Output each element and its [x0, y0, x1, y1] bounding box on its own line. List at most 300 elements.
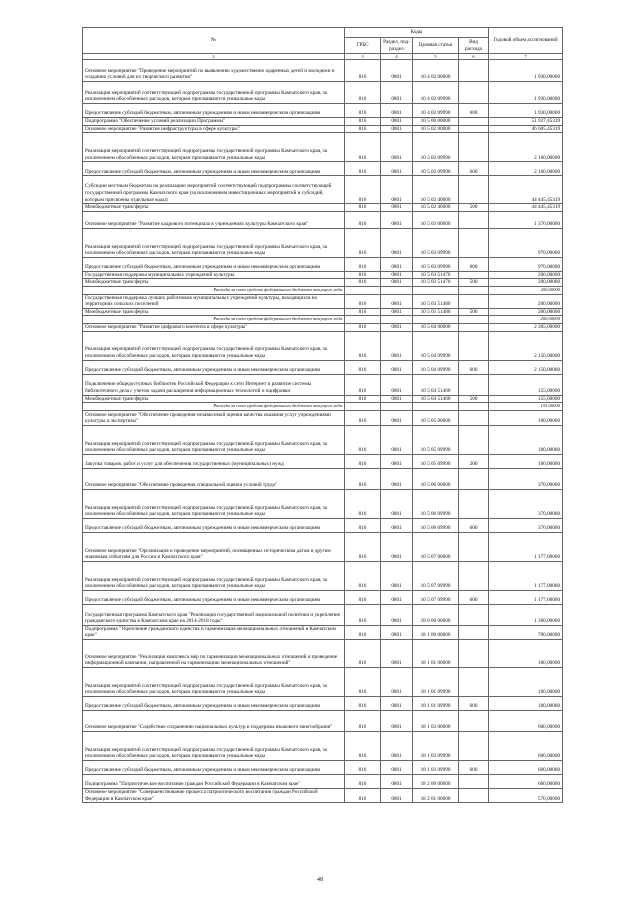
row-grbs: 816 [345, 639, 381, 667]
row-name: Реализация мероприятий соответствующей подпрограммы государственной программы Камчатского края, за исключением обособленных расходов, которым присваиваются уникальные коды [83, 331, 345, 360]
table-row-note [83, 403, 563, 411]
row-expense-type: 600 [459, 257, 489, 271]
row-section: 0801 [381, 639, 413, 667]
row-name: Предоставление субсидий бюджетным, автономным учреждениям и иным некоммерческим организациям [83, 760, 345, 774]
row-target-article: 10 5 07 09990 [413, 590, 459, 604]
table-row [83, 82, 563, 104]
row-target-article: 10 5 07 00000 [413, 532, 459, 561]
table-row [83, 425, 563, 454]
table-row [83, 639, 563, 667]
row-name: Субсидии местным бюджетам на реализацию мероприятий соответствующей подпрограммы соответствующей государственной программы Камчатского края (за исключением инвестиционных мероприятий и субсидий, которым присвоены отдельные коды) [83, 176, 345, 204]
row-expense-type [459, 133, 489, 162]
row-section: 0801 [381, 176, 413, 204]
header-target-article: Целевая статья [413, 38, 459, 54]
row-name: Предоставление субсидий бюджетным, автономным учреждениям и иным некоммерческим организациям [83, 590, 345, 604]
row-grbs: 816 [345, 710, 381, 731]
row-target-article [413, 403, 459, 411]
row-name: Основное мероприятие "Развитие кадрового потенциала в учреждениях культуры Камчатского края" [83, 211, 345, 228]
table-row [83, 279, 563, 287]
table-row [83, 204, 563, 212]
table-row [83, 760, 563, 774]
row-section: 0801 [381, 271, 413, 279]
row-grbs: 816 [345, 532, 381, 561]
row-name: Реализация мероприятий соответствующей подпрограммы государственной программы Камчатского края, за исключением обособленных расходов, которым присваиваются уникальные коды [83, 133, 345, 162]
row-section [381, 403, 413, 411]
row-expense-type [459, 425, 489, 454]
table-row [83, 667, 563, 696]
row-amount: 2 150,00000 [489, 360, 563, 374]
row-amount: 370,00000 [489, 518, 563, 532]
row-target-article: 10 5 06 09990 [413, 489, 459, 518]
row-name: Межбюджетные трансферты [83, 395, 345, 403]
row-target-article: 10 5 02 00000 [413, 125, 459, 133]
row-amount: 155,00000 [489, 374, 563, 395]
table-row [83, 731, 563, 760]
row-target-article: 10 5 04 51460 [413, 374, 459, 395]
row-expense-type [459, 125, 489, 133]
row-grbs: 816 [345, 625, 381, 639]
header-column-number-3: 3 [345, 54, 381, 60]
row-target-article: 10 4 02 09990 [413, 82, 459, 104]
row-name: Подпрограмма "Обеспечение условий реализации Программы" [83, 118, 345, 126]
row-expense-type [459, 410, 489, 425]
table-row [83, 125, 563, 133]
row-section: 0801 [381, 625, 413, 639]
row-target-article: 10 5 03 51470 [413, 279, 459, 287]
header-section: Раздел, под-раздел [381, 38, 413, 54]
row-name: Реализация мероприятий соответствующей подпрограммы государственной программы Камчатского края, за исключением обособленных расходов, которым присваиваются уникальные коды [83, 489, 345, 518]
row-expense-type: 200 [459, 454, 489, 468]
row-amount: 155,00000 [489, 395, 563, 403]
table-row [83, 532, 563, 561]
table-row [83, 454, 563, 468]
row-amount: 200,00000 [489, 316, 563, 324]
row-expense-type [459, 731, 489, 760]
row-expense-type [459, 374, 489, 395]
row-expense-type [459, 532, 489, 561]
row-expense-type: 500 [459, 204, 489, 212]
row-amount: 660,00000 [489, 774, 563, 788]
row-target-article: 18 1 00 00000 [413, 625, 459, 639]
row-amount: 100,00000 [489, 425, 563, 454]
row-grbs [345, 286, 381, 294]
row-expense-type: 600 [459, 360, 489, 374]
row-target-article: 10 4 02 00000 [413, 60, 459, 82]
table-row [83, 331, 563, 360]
row-section: 0801 [381, 204, 413, 212]
table-row-note [83, 316, 563, 324]
row-section: 0801 [381, 731, 413, 760]
row-expense-type [459, 468, 489, 489]
row-section: 0801 [381, 604, 413, 625]
row-name: Расходы за счет средств федерального бюджета текущего года [83, 286, 345, 294]
row-expense-type [459, 331, 489, 360]
row-section: 0801 [381, 82, 413, 104]
row-target-article: 10 5 03 09990 [413, 257, 459, 271]
row-amount: 600,00000 [489, 731, 563, 760]
row-expense-type [459, 294, 489, 308]
page-number: 48 [317, 877, 323, 883]
row-grbs: 816 [345, 271, 381, 279]
row-section: 0801 [381, 696, 413, 710]
row-name: Межбюджетные трансферты [83, 279, 345, 287]
row-amount: 200,00000 [489, 279, 563, 287]
row-section: 0801 [381, 760, 413, 774]
row-grbs: 816 [345, 257, 381, 271]
row-grbs: 816 [345, 425, 381, 454]
row-name: Основное мероприятие "Совершенствование процесса патриотического воспитания граждан Российской Федерации в Камчатском крае" [83, 788, 345, 802]
row-amount: 100,00000 [489, 454, 563, 468]
row-name: Подключение общедоступных библиотек Российской Федерации к сети Интернет и развитие системы библиотечного дела с учетом задачи расширения информационных технологий и оцифровки [83, 374, 345, 395]
row-amount: 1 930,00000 [489, 82, 563, 104]
budget-table [82, 27, 563, 803]
row-expense-type: 600 [459, 696, 489, 710]
row-name: Основное мероприятие "Обеспечение проведения специальной оценки условий труда" [83, 468, 345, 489]
row-grbs: 816 [345, 228, 381, 257]
row-grbs [345, 316, 381, 324]
row-grbs: 816 [345, 374, 381, 395]
header-column-number-6: 6 [459, 54, 489, 60]
row-name: Предоставление субсидий бюджетным, автономным учреждениям и иным некоммерческим организациям [83, 162, 345, 176]
table-row [83, 294, 563, 308]
row-grbs: 816 [345, 731, 381, 760]
row-name: Основное мероприятие "Организация и проведение мероприятий, посвященных историческим датам и другим значимым событиям для России и Камчатского края" [83, 532, 345, 561]
row-section: 0801 [381, 710, 413, 731]
header-column-number-2: 2 [83, 54, 345, 60]
row-grbs: 816 [345, 410, 381, 425]
row-expense-type: 500 [459, 395, 489, 403]
row-name: Закупка товаров, работ и услуг для обеспечения государственных (муниципальных) нужд [83, 454, 345, 468]
row-section: 0801 [381, 410, 413, 425]
row-target-article: 10 5 07 09990 [413, 561, 459, 590]
row-expense-type [459, 316, 489, 324]
row-expense-type [459, 228, 489, 257]
row-section: 0801 [381, 518, 413, 532]
row-target-article: 10 5 05 09990 [413, 454, 459, 468]
row-amount: 970,00000 [489, 257, 563, 271]
table-row [83, 271, 563, 279]
header-grbs: ГРБС [345, 38, 381, 54]
row-name: Реализация мероприятий соответствующей подпрограммы государственной программы Камчатского края, за исключением обособленных расходов, которым присваиваются уникальные коды [83, 425, 345, 454]
row-expense-type [459, 403, 489, 411]
row-section: 0801 [381, 125, 413, 133]
row-expense-type [459, 176, 489, 204]
row-amount: 46 605,45319 [489, 125, 563, 133]
row-expense-type [459, 604, 489, 625]
row-section: 0801 [381, 104, 413, 118]
row-expense-type [459, 561, 489, 590]
row-section: 0801 [381, 279, 413, 287]
row-target-article: 18 1 01 09990 [413, 667, 459, 696]
header-annual-amount: Годовой объем ассигнований [489, 28, 563, 54]
row-name: Предоставление субсидий бюджетным, автономным учреждениям и иным некоммерческим организациям [83, 518, 345, 532]
row-expense-type [459, 639, 489, 667]
row-section: 0801 [381, 294, 413, 308]
row-amount: 1 930,00000 [489, 60, 563, 82]
row-section: 0801 [381, 774, 413, 788]
table-row [83, 374, 563, 395]
row-expense-type [459, 82, 489, 104]
row-target-article [413, 286, 459, 294]
table-row [83, 710, 563, 731]
table-row [83, 518, 563, 532]
row-section: 0801 [381, 323, 413, 331]
row-expense-type: 600 [459, 162, 489, 176]
row-section [381, 286, 413, 294]
row-section: 0801 [381, 360, 413, 374]
row-grbs: 816 [345, 211, 381, 228]
row-section: 0801 [381, 211, 413, 228]
row-grbs: 816 [345, 162, 381, 176]
row-section: 0801 [381, 228, 413, 257]
row-name: Реализация мероприятий соответствующей подпрограммы государственной программы Камчатского края, за исключением обособленных расходов, которым присваиваются уникальные коды [83, 667, 345, 696]
table-row [83, 395, 563, 403]
row-amount: 2 305,00000 [489, 323, 563, 331]
row-amount: 200,00000 [489, 294, 563, 308]
row-target-article: 18 0 00 00000 [413, 604, 459, 625]
table-row [83, 696, 563, 710]
row-amount: 100,00000 [489, 696, 563, 710]
table-row-note [83, 286, 563, 294]
row-grbs: 816 [345, 489, 381, 518]
row-grbs: 816 [345, 760, 381, 774]
row-target-article: 10 5 02 09990 [413, 162, 459, 176]
row-amount: 370,00000 [489, 489, 563, 518]
row-target-article: 10 5 04 00000 [413, 323, 459, 331]
row-target-article [413, 316, 459, 324]
row-amount: 200,00000 [489, 271, 563, 279]
row-grbs [345, 403, 381, 411]
row-name: Основное мероприятие "Развитие инфраструктуры в сфере культуры" [83, 125, 345, 133]
table-row [83, 774, 563, 788]
row-target-article: 10 5 00 00000 [413, 118, 459, 126]
row-section: 0801 [381, 590, 413, 604]
row-grbs: 816 [345, 604, 381, 625]
row-amount: 600,00000 [489, 760, 563, 774]
row-name: Предоставление субсидий бюджетным, автономным учреждениям и иным некоммерческим организациям [83, 104, 345, 118]
row-section: 0801 [381, 60, 413, 82]
row-amount: 51 927,45319 [489, 118, 563, 126]
row-expense-type [459, 710, 489, 731]
row-expense-type: 600 [459, 104, 489, 118]
header-column-number-7: 7 [489, 54, 563, 60]
row-amount: 44 445,45319 [489, 204, 563, 212]
row-name: Межбюджетные трансферты [83, 308, 345, 316]
row-target-article: 10 5 02 09990 [413, 133, 459, 162]
row-target-article: 18 1 03 09990 [413, 760, 459, 774]
row-section: 0801 [381, 561, 413, 590]
table-row [83, 625, 563, 639]
row-expense-type [459, 625, 489, 639]
row-section: 0801 [381, 454, 413, 468]
row-expense-type: 500 [459, 279, 489, 287]
row-amount: 1 177,00000 [489, 561, 563, 590]
row-amount: 100,00000 [489, 639, 563, 667]
row-amount: 1 177,00000 [489, 590, 563, 604]
row-amount: 1 930,00000 [489, 104, 563, 118]
row-grbs: 816 [345, 590, 381, 604]
row-grbs: 816 [345, 133, 381, 162]
row-amount: 2 160,00000 [489, 133, 563, 162]
row-target-article: 10 5 02 40000 [413, 204, 459, 212]
row-target-article: 10 5 06 00000 [413, 468, 459, 489]
row-section: 0801 [381, 308, 413, 316]
row-grbs: 816 [345, 331, 381, 360]
row-amount: 370,00000 [489, 468, 563, 489]
row-amount: 100,00000 [489, 410, 563, 425]
table-row [83, 176, 563, 204]
row-name: Государственная программа Камчатского края "Реализация государственной национальной политики и укрепление гражданского единства в Камчатском крае на 2014-2018 годы" [83, 604, 345, 625]
table-row [83, 228, 563, 257]
row-expense-type [459, 788, 489, 802]
row-target-article: 10 5 05 00000 [413, 410, 459, 425]
row-name: Предоставление субсидий бюджетным, автономным учреждениям и иным некоммерческим организациям [83, 696, 345, 710]
row-amount: 1 370,00000 [489, 211, 563, 228]
header-column-number-4: 4 [381, 54, 413, 60]
table-row [83, 323, 563, 331]
table-row [83, 410, 563, 425]
row-section: 0801 [381, 395, 413, 403]
header-column-number-5: 5 [413, 54, 459, 60]
row-grbs: 816 [345, 323, 381, 331]
row-target-article: 10 5 03 51480 [413, 308, 459, 316]
table-row [83, 468, 563, 489]
row-name: Основное мероприятие "Проведение мероприятий по выявлению художественно одаренных детей и молодежи и созданию условий для их творческого развития" [83, 60, 345, 82]
row-expense-type [459, 774, 489, 788]
row-name: Основное мероприятие "Содействие сохранению национальных культур и поддержка языкового многообразия" [83, 710, 345, 731]
row-grbs: 816 [345, 279, 381, 287]
row-grbs: 816 [345, 774, 381, 788]
table-row [83, 590, 563, 604]
row-grbs: 816 [345, 454, 381, 468]
budget-sheet [82, 27, 562, 803]
header-codes: Коды [345, 28, 489, 38]
row-target-article: 10 4 02 09990 [413, 104, 459, 118]
row-grbs: 816 [345, 60, 381, 82]
table-row [83, 118, 563, 126]
row-amount: 1 177,00000 [489, 532, 563, 561]
row-amount: 2 150,00000 [489, 331, 563, 360]
row-target-article: 18 1 03 09990 [413, 731, 459, 760]
row-name: Расходы за счет средств федерального бюджета текущего года [83, 316, 345, 324]
row-target-article: 18 2 00 00000 [413, 774, 459, 788]
row-grbs: 816 [345, 696, 381, 710]
row-amount: 570,00000 [489, 788, 563, 802]
table-row [83, 104, 563, 118]
row-amount: 2 160,00000 [489, 162, 563, 176]
row-name: Реализация мероприятий соответствующей подпрограммы государственной программы Камчатского края, за исключением обособленных расходов, которым присваиваются уникальные коды [83, 228, 345, 257]
row-expense-type: 600 [459, 590, 489, 604]
row-amount: 1 360,00000 [489, 604, 563, 625]
row-target-article: 10 5 04 09990 [413, 360, 459, 374]
row-section: 0801 [381, 788, 413, 802]
row-section: 0801 [381, 257, 413, 271]
row-target-article: 10 5 02 40000 [413, 176, 459, 204]
table-header [83, 28, 563, 60]
row-section: 0801 [381, 374, 413, 395]
row-section: 0801 [381, 162, 413, 176]
row-expense-type [459, 489, 489, 518]
row-grbs: 816 [345, 518, 381, 532]
row-grbs: 816 [345, 395, 381, 403]
row-expense-type [459, 323, 489, 331]
row-target-article: 18 1 01 09990 [413, 696, 459, 710]
row-section: 0801 [381, 468, 413, 489]
row-amount: 44 445,45319 [489, 176, 563, 204]
row-grbs: 816 [345, 204, 381, 212]
row-section: 0801 [381, 425, 413, 454]
row-section: 0801 [381, 489, 413, 518]
row-amount: 155,00000 [489, 403, 563, 411]
header-expense-type: Вид расхода [459, 38, 489, 54]
row-name: Основное мероприятие "Развитие цифрового контента в сфере культуры" [83, 323, 345, 331]
table-row [83, 604, 563, 625]
table-row [83, 788, 563, 802]
row-section [381, 316, 413, 324]
row-grbs: 816 [345, 561, 381, 590]
row-name: Предоставление субсидий бюджетным, автономным учреждениям и иным некоммерческим организациям [83, 257, 345, 271]
row-amount: 100,00000 [489, 667, 563, 696]
table-row [83, 360, 563, 374]
row-name: Расходы за счет средств федерального бюджета текущего года [83, 403, 345, 411]
row-target-article: 10 5 03 00000 [413, 211, 459, 228]
row-grbs: 816 [345, 176, 381, 204]
row-grbs: 816 [345, 667, 381, 696]
table-row [83, 489, 563, 518]
row-name: Основное мероприятие "Обеспечение проведения независимой оценки качества оказания услуг учреждениями культуры и экспертизы" [83, 410, 345, 425]
row-name: Межбюджетные трансферты [83, 204, 345, 212]
row-target-article: 10 5 04 51460 [413, 395, 459, 403]
row-name: Подпрограмма "Укрепление гражданского единства и гармонизация межнациональных отношений в Камчатском крае" [83, 625, 345, 639]
header-number: № [83, 28, 345, 54]
row-target-article: 10 5 04 09990 [413, 331, 459, 360]
table-row [83, 308, 563, 316]
row-grbs: 816 [345, 118, 381, 126]
row-name: Подпрограмма "Патриотическое воспитание граждан Российской Федерации в Камчатском крае" [83, 774, 345, 788]
row-grbs: 816 [345, 104, 381, 118]
row-grbs: 816 [345, 125, 381, 133]
table-row [83, 133, 563, 162]
row-target-article: 10 5 03 51470 [413, 271, 459, 279]
row-name: Реализация мероприятий соответствующей подпрограммы государственной программы Камчатского края, за исключением обособленных расходов, которым присваиваются уникальные коды [83, 731, 345, 760]
row-name: Предоставление субсидий бюджетным, автономным учреждениям и иным некоммерческим организациям [83, 360, 345, 374]
row-expense-type [459, 286, 489, 294]
row-name: Реализация мероприятий соответствующей подпрограммы государственной программы Камчатского края, за исключением обособленных расходов, которым присваиваются уникальные коды [83, 82, 345, 104]
row-amount: 600,00000 [489, 710, 563, 731]
row-grbs: 816 [345, 788, 381, 802]
row-target-article: 10 5 03 09990 [413, 228, 459, 257]
row-expense-type [459, 60, 489, 82]
row-expense-type: 600 [459, 760, 489, 774]
row-name: Государственная поддержка лучших работников муниципальных учреждений культуры, находящихся на территориях сельских поселений [83, 294, 345, 308]
table-row [83, 211, 563, 228]
row-expense-type [459, 271, 489, 279]
row-grbs: 816 [345, 468, 381, 489]
row-name: Государственная поддержка муниципальных учреждений культуры [83, 271, 345, 279]
row-section: 0801 [381, 532, 413, 561]
row-name: Реализация мероприятий соответствующей подпрограммы государственной программы Камчатского края, за исключением обособленных расходов, которым присваиваются уникальные коды [83, 561, 345, 590]
row-name: Основное мероприятие "Реализация комплекса мер по гармонизации межнациональных отношений и проведение информационной кампании, направленной на гармонизацию межнациональных отношений" [83, 639, 345, 667]
row-expense-type [459, 118, 489, 126]
row-amount: 700,00000 [489, 625, 563, 639]
row-target-article: 18 1 03 00000 [413, 710, 459, 731]
row-amount: 970,00000 [489, 228, 563, 257]
row-target-article: 10 5 06 09990 [413, 518, 459, 532]
row-expense-type [459, 211, 489, 228]
row-section: 0801 [381, 667, 413, 696]
table-body [83, 60, 563, 803]
row-expense-type: 600 [459, 518, 489, 532]
